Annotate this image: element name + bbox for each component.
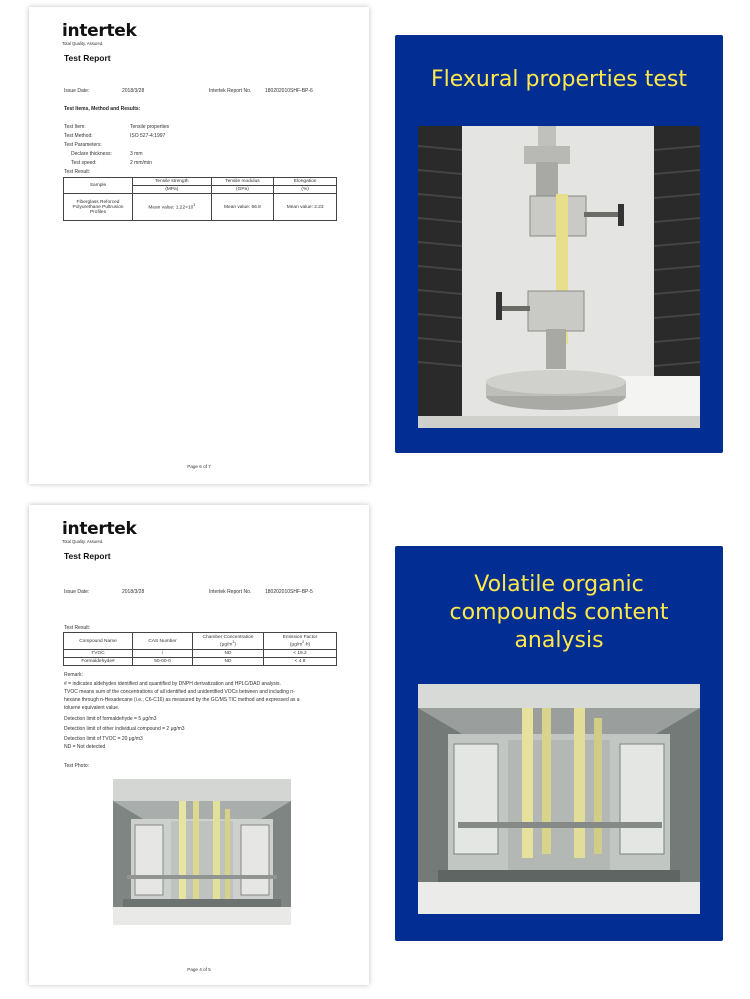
- logo-wordmark: intertek: [62, 21, 137, 41]
- report-no-value: 180202010SHF-BP-6: [265, 88, 313, 94]
- concentration-unit: $(\mu g/m^3)$: [220, 639, 236, 648]
- panel-title: [395, 571, 723, 655]
- header-modulus-unit: (GPa): [211, 186, 274, 194]
- intertek-logo: [62, 521, 137, 544]
- report-title: Test Report: [64, 551, 111, 561]
- header-strength-unit: (MPa): [133, 186, 212, 194]
- header-sample: Sample: [64, 178, 133, 194]
- cas-number: 50-00-0: [133, 658, 193, 666]
- report-title: Test Report: [64, 53, 111, 63]
- header-elongation-unit: (%): [274, 186, 337, 194]
- concentration-title: Chamber Concentration: [202, 634, 254, 640]
- emission-factor: < 4.8: [264, 658, 337, 666]
- issue-date-value: 2018/3/28: [122, 589, 145, 595]
- remark-label: Remark:: [64, 672, 83, 678]
- remark-line: Detection limit of formaldehyde = 5 μg/m3: [64, 716, 157, 722]
- cas-number: /: [133, 650, 193, 658]
- logo-tagline: Total Quality. Assured.: [62, 41, 104, 46]
- test-report-page-voc: [29, 505, 369, 985]
- remark-line: ND = Not detected: [64, 744, 106, 750]
- remark-line: hexane through n-Hexadecane (i.e., C6-C16) as measured by the GC/MS TIC method and expressed as a: [64, 697, 300, 703]
- remark-line: Detection limit of TVOC = 20 μg/m3: [64, 736, 143, 742]
- thickness-label: Declare thickness:: [71, 151, 112, 157]
- voc-results-table: [63, 632, 337, 666]
- issue-date-label: Issue Date:: [64, 589, 90, 595]
- page-footer: Page 6 of 7: [187, 464, 211, 469]
- compound-name: TVOC: [64, 650, 133, 658]
- concentration: ND: [193, 650, 264, 658]
- panel-title-line-3: analysis: [514, 628, 604, 653]
- speed-label: Test speed:: [71, 160, 97, 166]
- test-item-label: Test Item:: [64, 124, 86, 130]
- test-result-label: Test Result:: [64, 625, 91, 631]
- header-strength: Tensile strength: [133, 178, 212, 186]
- voc-analysis-panel: [395, 546, 723, 941]
- flexural-test-panel: [395, 35, 723, 453]
- strength-mean: Mean value: 1.22×10: [148, 205, 194, 211]
- voc-chamber-photo: [418, 684, 700, 914]
- elongation-value: Mean value: 2.23: [274, 194, 337, 221]
- emission-title: Emission Factor: [282, 634, 318, 640]
- remark-line: # = indicates aldehydes identified and quantified by DNPH derivatization and HPLC/DAD analysis.: [64, 681, 281, 687]
- sample-name-line-2: Polyurethane Pultrusion: [72, 204, 124, 210]
- remark-line: toluene equivalent value.: [64, 705, 120, 711]
- strength-value: [133, 194, 212, 221]
- table-row: [64, 650, 337, 658]
- panel-title-line-1: Volatile organic: [474, 572, 644, 597]
- header-emission: [264, 633, 337, 650]
- compound-name: Formaldehyde#: [64, 658, 133, 666]
- issue-date-value: 2018/3/28: [122, 88, 145, 94]
- issue-date-label: Issue Date:: [64, 88, 90, 94]
- sample-name-cell: [64, 194, 133, 221]
- flexural-test-photo: [418, 126, 700, 428]
- sample-name-line-3: Profiles: [90, 209, 106, 215]
- page-footer: Page 4 of 5: [187, 967, 211, 972]
- sample-name-line-1: Fiberglass Reforced: [76, 199, 120, 205]
- test-method-label: Test Method:: [64, 133, 93, 139]
- emission-unit: $(\mu g/m^2\cdot h)$: [289, 639, 311, 648]
- test-params-label: Test Parameters:: [64, 142, 102, 148]
- panel-title-line-2: compounds content: [449, 600, 669, 625]
- test-item-value: Tensile properties: [130, 124, 170, 130]
- test-photo-label: Test Photo:: [64, 763, 90, 769]
- remark-line: Detection limit of other individual compound = 2 μg/m3: [64, 726, 185, 732]
- header-elongation: Elongation: [274, 178, 337, 186]
- intertek-logo: [62, 23, 137, 46]
- table-row: [64, 658, 337, 666]
- speed-value: 2 mm/min: [130, 160, 152, 166]
- report-no-label: Intertek Report No.: [209, 589, 252, 595]
- logo-wordmark: intertek: [62, 519, 137, 539]
- report-no-value: 180202010SHF-BP-5: [265, 589, 313, 595]
- header-compound: Compound Name: [64, 633, 133, 650]
- panel-title: Flexural properties test: [430, 67, 688, 92]
- voc-chamber-photo: [113, 779, 291, 925]
- section-heading: Test Items, Method and Results:: [64, 106, 141, 112]
- header-modulus: Tensile modulus: [211, 178, 274, 186]
- emission-factor: < 19.2: [264, 650, 337, 658]
- concentration: ND: [193, 658, 264, 666]
- modulus-value: Mean value: 56.8: [211, 194, 274, 221]
- header-concentration: [193, 633, 264, 650]
- logo-tagline: Total Quality. Assured.: [62, 539, 104, 544]
- tensile-results-table: [63, 177, 337, 221]
- header-cas: CAS Number: [133, 633, 193, 650]
- test-result-label: Test Result:: [64, 169, 91, 175]
- strength-exponent: 3: [193, 203, 196, 208]
- remark-line: TVOC means sum of the concentrations of all identified and unidentified VOCs between and including n-: [64, 689, 295, 695]
- thickness-value: 3 mm: [130, 151, 143, 157]
- test-report-page-tensile: [29, 7, 369, 484]
- report-no-label: Intertek Report No.: [209, 88, 252, 94]
- test-method-value: ISO 527-4:1997: [130, 133, 166, 139]
